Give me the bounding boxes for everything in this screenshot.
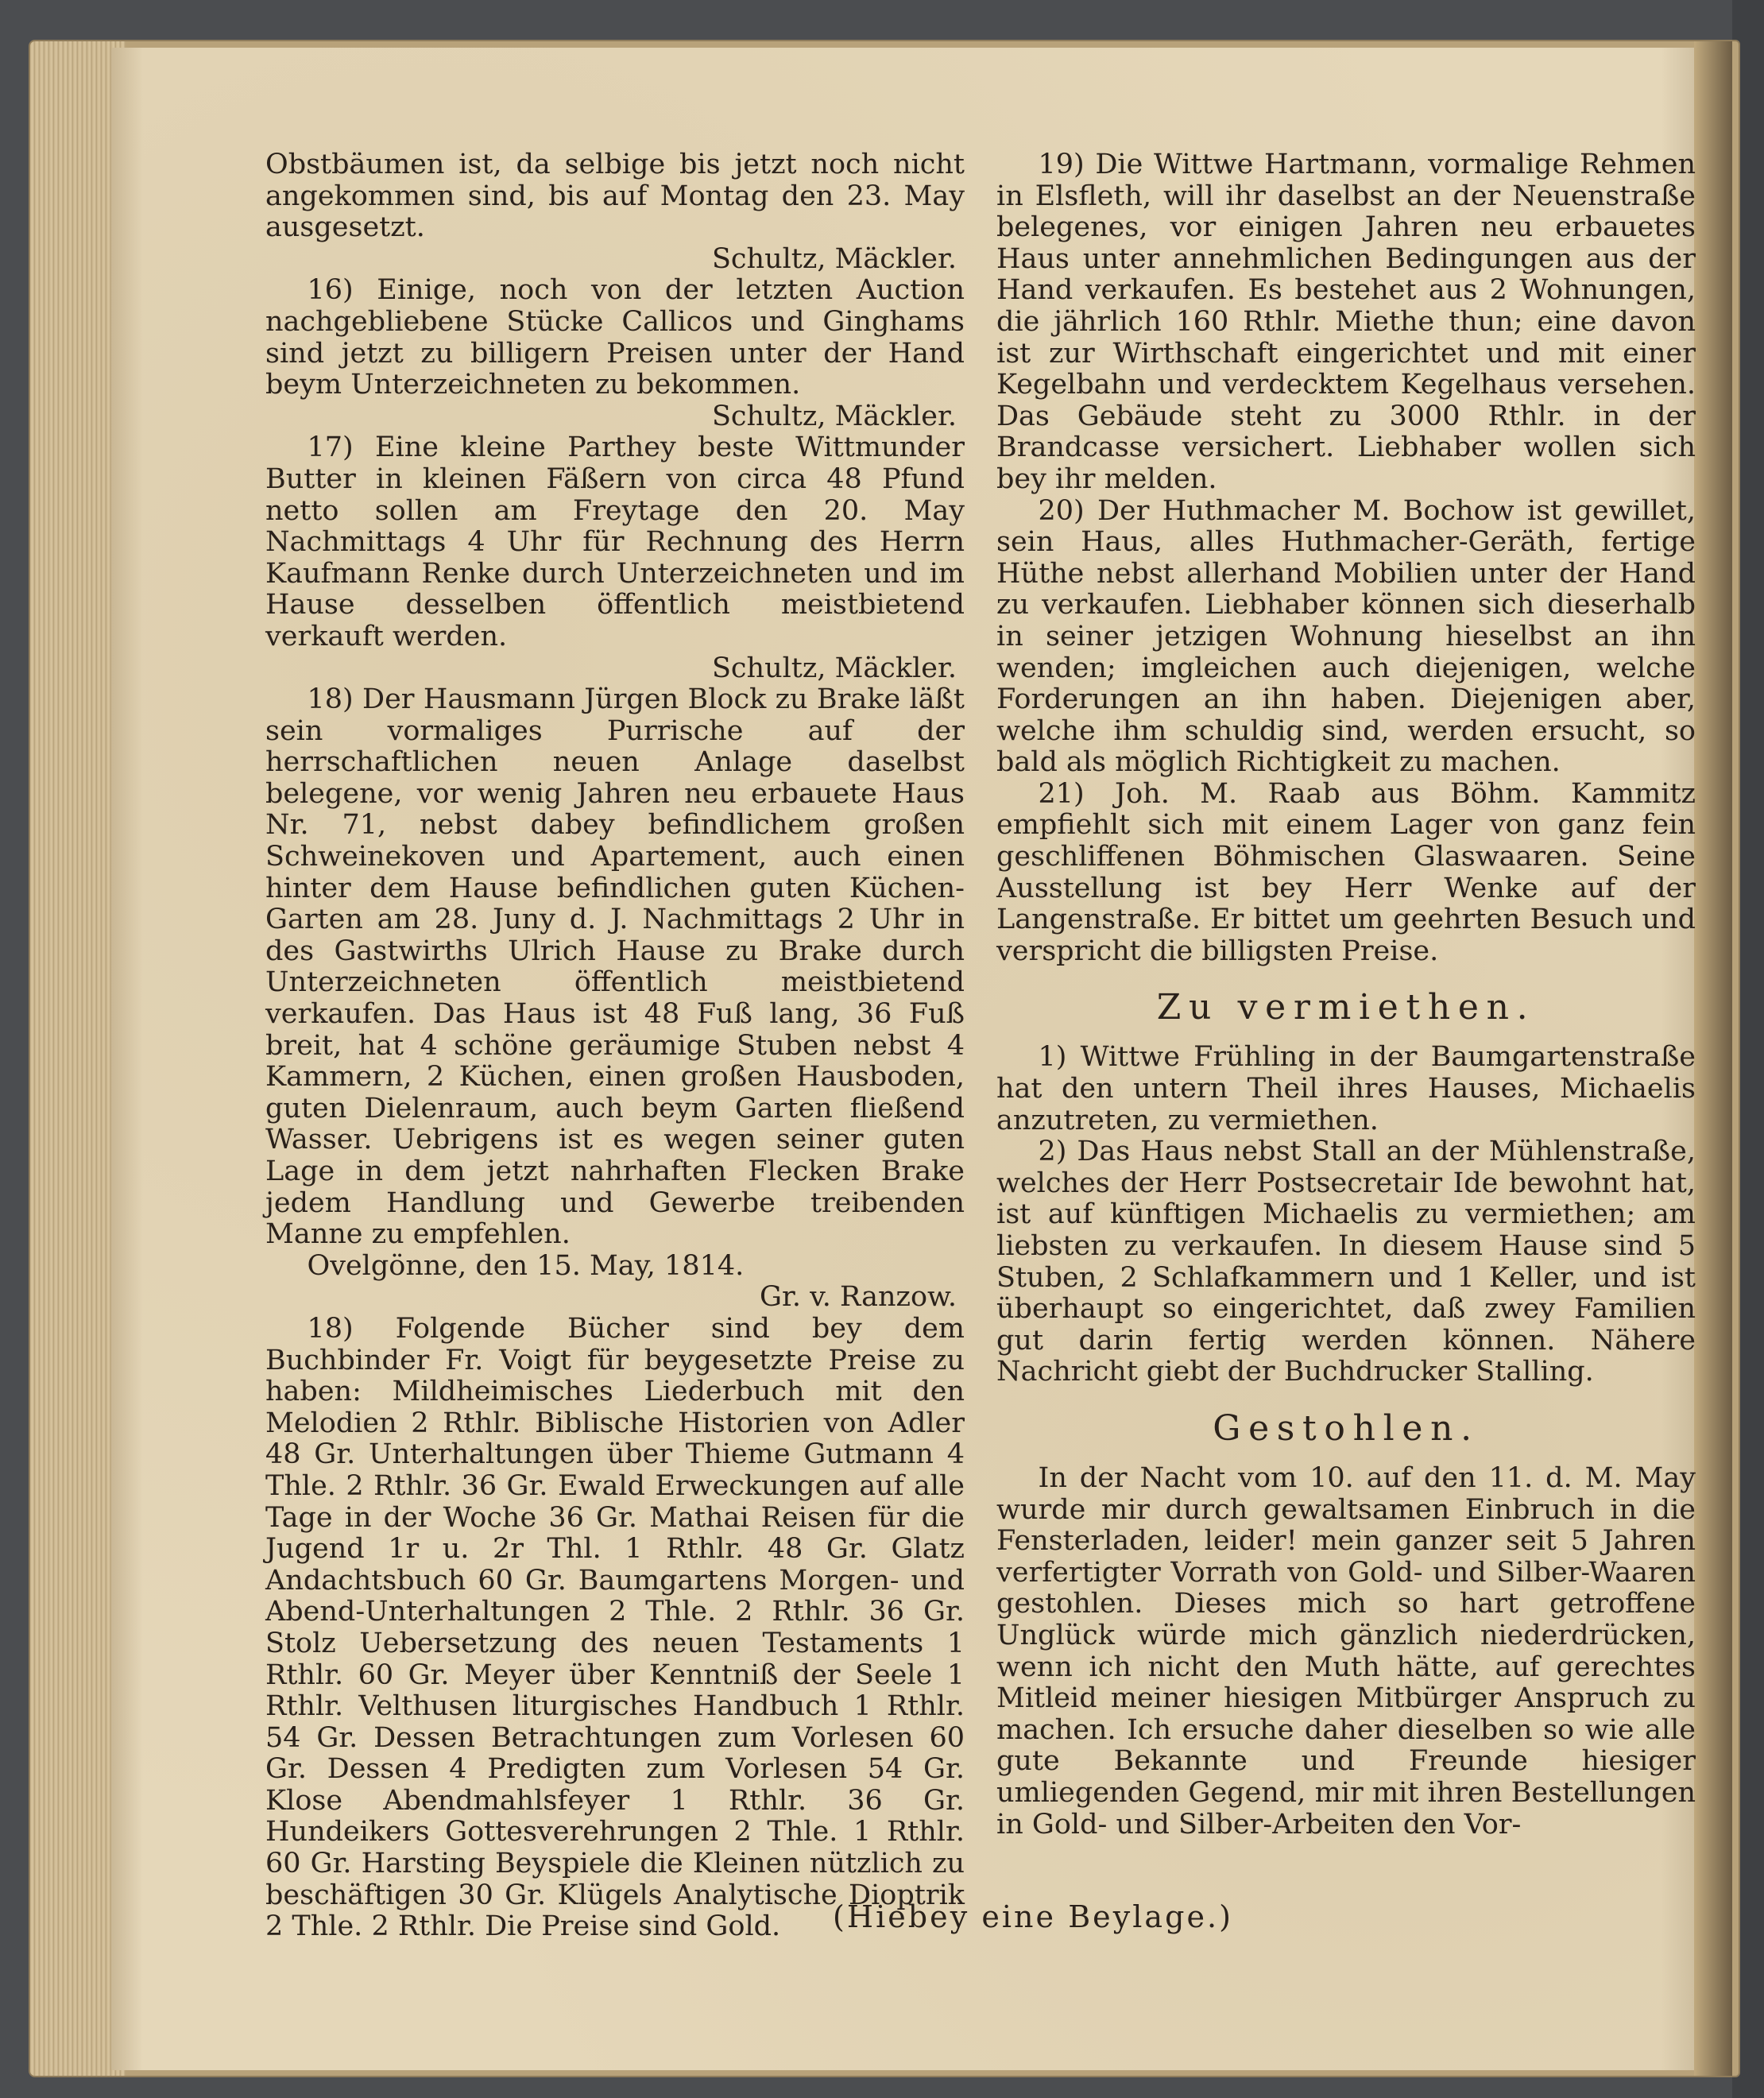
notice-17-signature: Schultz, Mäckler.: [711, 652, 957, 684]
notice-15-signature: Schultz, Mäckler.: [711, 242, 957, 275]
heading-for-rent: Zu vermiethen.: [1156, 987, 1536, 1028]
rent-notice-1: 1) Wittwe Frühling in der Baumgartenstraße hat den untern Theil ihres Hauses, Michaelis anzutreten, zu vermiethen.: [996, 1041, 1696, 1136]
notice-21: 21) Joh. M. Raab aus Böhm. Kammitz empfiehlt sich mit einem Lager von ganz fein geschliffenen Böhmischen Glaswaaren. Seine Ausstellung ist bey Herr Wenke auf der Langenstraße. Er bittet um geehrten Besuch und verspricht die billigsten Preise.: [996, 777, 1696, 967]
heading-stolen: Gestohlen.: [1213, 1407, 1480, 1449]
stolen-notice: In der Nacht vom 10. auf den 11. d. M. May wurde mir durch gewaltsamen Einbruch in die Fensterladen, leider! mein ganzer seit 5 Jahren verfertigter Vorrath von Gold- und Silber-Waaren gestohlen. Dieses mich so hart getroffene Unglück würde mich gänzlich niederdrücken, wenn ich nicht den Muth hätte, auf gerechtes Mitleid meiner hiesigen Mitbürger Anspruch zu machen. Ich ersuche daher dieselben so wie alle gute Bekannte und Freunde hiesiger umliegenden Gegend, mir mit ihren Bestellungen in Gold- und Silber-Arbeiten den Vor-: [996, 1461, 1696, 1841]
notice-15-body: Obstbäumen ist, da selbige bis jetzt noch nicht angekommen sind, bis auf Montag den 23. May ausgesetzt.: [265, 149, 965, 244]
right-column: [996, 149, 1696, 1841]
supplement-note: (Hiebey eine Beylage.): [833, 1899, 1233, 1934]
notice-15-continued: [265, 149, 965, 275]
notice-18-dateline: Ovelgönne, den 15. May, 1814.: [307, 1249, 745, 1282]
book-gutter: [1694, 41, 1732, 2076]
notice-19: 19) Die Wittwe Hartmann, vormalige Rehmen in Elsfleth, will ihr daselbst an der Neuenstraße belegenes, vor einigen Jahren neu erbauetes Haus unter annehmlichen Bedingungen aus der Hand verkaufen. Es bestehet aus 2 Wohnungen, die jährlich 160 Rthlr. Miethe thun; eine davon ist zur Wirthschaft eingerichtet und mit einer Kegelbahn und verdecktem Kegelhaus versehen. Das Gebäude steht zu 3000 Rthlr. in der Brandcasse versichert. Liebhaber wollen sich bey ihr melden.: [996, 149, 1696, 495]
notice-20: 20) Der Huthmacher M. Bochow ist gewillet, sein Haus, alles Huthmacher-Geräth, fertige Hüthe nebst allerhand Mobilien unter der Hand zu verkaufen. Liebhaber können sich dieserhalb in seiner jetzigen Wohnung hieselbst an ihn wenden; imgleichen auch diejenigen, welche Forderungen an ihn haben. Diejenigen aber, welche ihm schuldig sind, werden ersucht, so bald als möglich Richtigkeit zu machen.: [996, 494, 1696, 779]
left-column: [265, 149, 965, 1943]
notice-18-signature: Gr. v. Ranzow.: [760, 1281, 957, 1314]
notice-16: [265, 275, 965, 432]
notice-18-house: [265, 684, 965, 1251]
rent-notice-2: 2) Das Haus nebst Stall an der Mühlenstraße, welches der Herr Postsecretair Ide bewohnt hat, ist auf künftigen Michaelis zu vermiethen; am liebsten zu verkaufen. In diesem Hause sind 5 Stuben, 2 Schlafkammern und 1 Keller, und ist überhaupt so eingerichtet, daß zwey Familien gut darin fertig werden können. Nähere Nachricht giebt der Buchdrucker Stalling.: [996, 1136, 1696, 1388]
notice-16-body: 16) Einige, noch von der letzten Auction nachgebliebene Stücke Callicos und Ginghams sind jetzt zu billigern Preisen unter der Hand beym Unterzeichneten zu bekommen.: [265, 274, 965, 401]
notice-18-books: [265, 1314, 965, 1943]
notice-16-signature: Schultz, Mäckler.: [711, 400, 957, 432]
notice-18-books-body: 18) Folgende Bücher sind bey dem Buchbinder Fr. Voigt für beygesetzte Preise zu haben: Mildheimisches Liederbuch mit den Melodien 2 Rthlr. Biblische Historien von Adler 48 Gr. Unterhaltungen über Thieme Gutmann 4 Thle. 2 Rthlr. 36 Gr. Ewald Erweckungen auf alle Tage in der Woche 36 Gr. Mathai Reisen für die Jugend 1r u. 2r Thl. 1 Rthlr. 48 Gr. Glatz Andachtsbuch 60 Gr. Baumgartens Morgen- und Abend-Unterhaltungen 2 Thle. 2 Rthlr. 36 Gr. Stolz Uebersetzung des neuen Testaments 1 Rthlr. 60 Gr. Meyer über Kenntniß der Seele 1 Rthlr. Velthusen liturgisches Handbuch 1 Rthlr. 54 Gr. Dessen Betrachtungen zum Vorlesen 60 Gr. Dessen 4 Predigten zum Vorlesen 54 Gr. Klose Abendmahlsfeyer 1 Rthlr. 36 Gr. Hundeikers Gottesverehrungen 2 Thle. 1 Rthlr. 60 Gr. Harsting Beyspiele die Kleinen nützlich zu beschäftigen 30 Gr. Klügels Analytische Dioptrik 2 Thle. 2 Rthlr. Die Preise sind Gold.: [265, 1312, 965, 1943]
notice-17: [265, 432, 965, 684]
notice-18-house-body: 18) Der Hausmann Jürgen Block zu Brake läßt sein vormaliges Purrische auf der herrschaftlichen neuen Anlage daselbst belegene, vor wenig Jahren neu erbauete Haus Nr. 71, nebst dabey befindlichem großen Schweinekoven und Apartement, auch einen hinter dem Hause befindlichen guten Küchen-Garten am 28. Juny d. J. Nachmittags 2 Uhr in des Gastwirths Ulrich Hause zu Brake durch Unterzeichneten öffentlich meistbietend verkaufen. Das Haus ist 48 Fuß lang, 36 Fuß breit, hat 4 schöne geräumige Stuben nebst 4 Kammern, 2 Küchen, einen großen Hausboden, guten Dielenraum, auch beym Garten fließend Wasser. Uebrigens ist es wegen seiner guten Lage in dem jetzt nahrhaften Flecken Brake jedem Handlung und Gewerbe treibenden Manne zu empfehlen.: [265, 683, 965, 1251]
notice-17-body: 17) Eine kleine Parthey beste Wittmunder Butter in kleinen Fäßern von circa 48 Pfund netto sollen am Freytage den 20. May Nachmittags 4 Uhr für Rechnung des Herrn Kaufmann Renke durch Unterzeichneten und im Hause desselben öffentlich meistbietend verkauft werden.: [265, 432, 965, 652]
